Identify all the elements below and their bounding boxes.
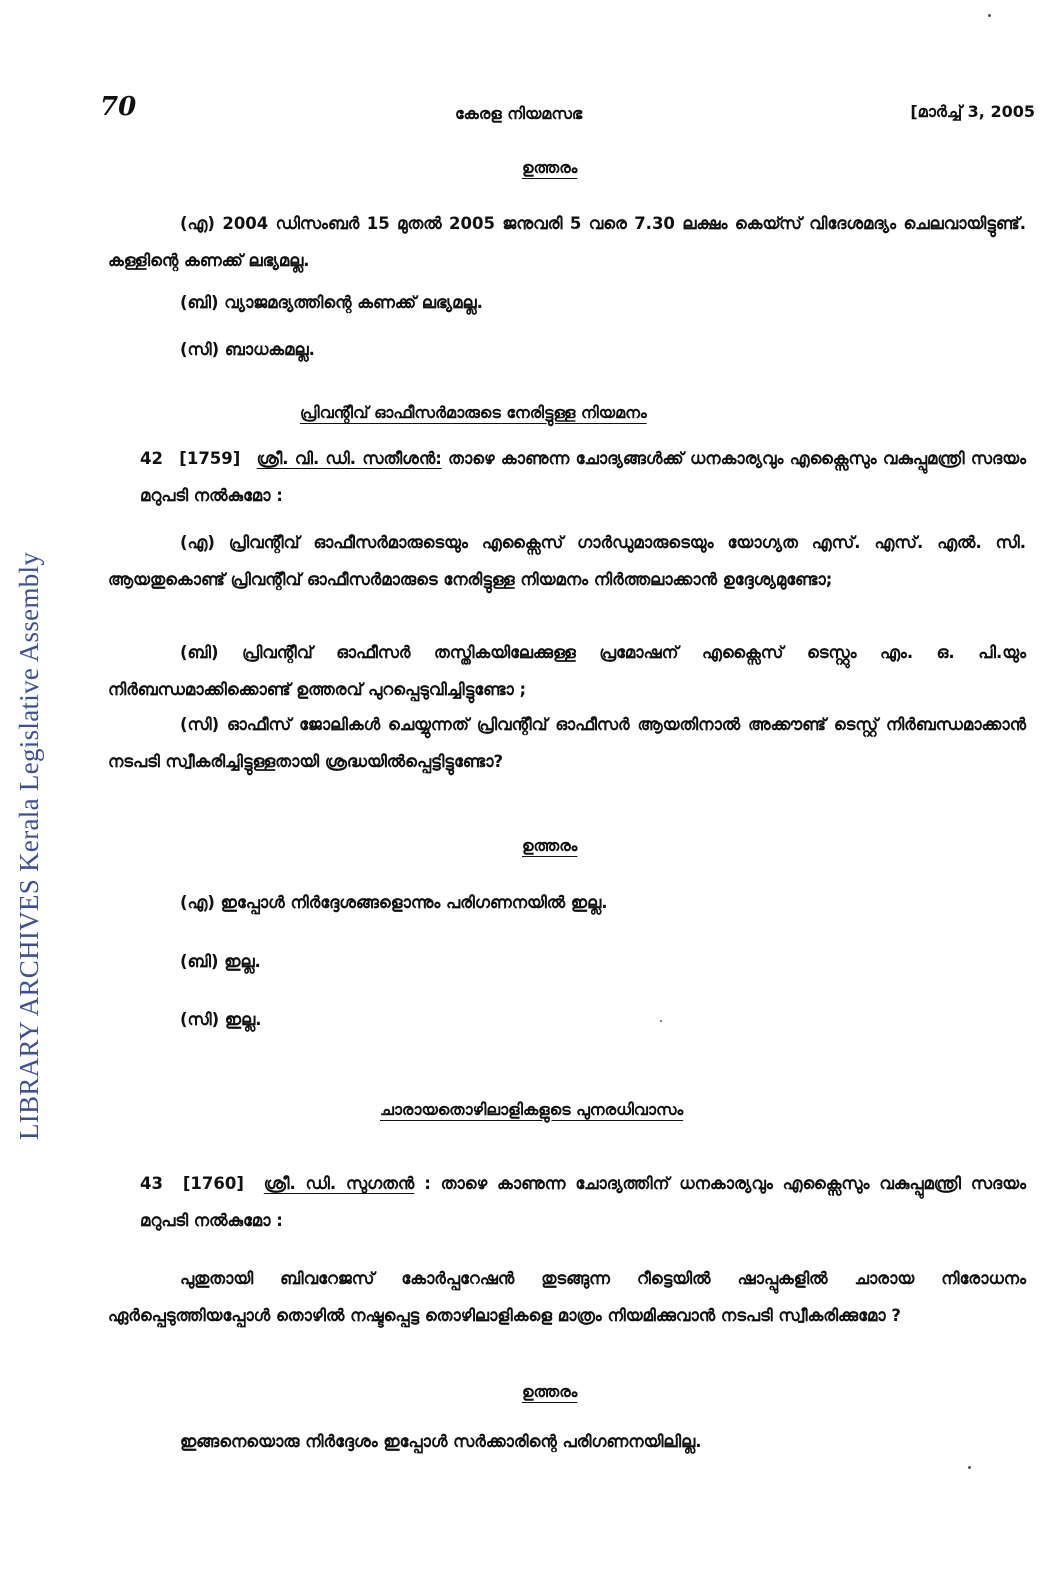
answer-b: (ബി) വ്യാജമദ്യത്തിന്റെ കണക്ക് ലഭ്യമല്ല.	[180, 293, 483, 312]
page-number: 70	[100, 92, 137, 122]
question-42-b: (ബി) പ്രിവന്റീവ് ഓഫീസർ തസ്തികയിലേക്കുള്ള പ്രമോഷന് എക്സൈസ് ടെസ്റ്റും എം. ഒ. പി.യും നിർബന്ധമാക്കിക്കൊണ്ട് ഉത്തരവ് പുറപ്പെടുവിച്ചിട്ടുണ്ടോ ;	[108, 643, 1026, 699]
answer-42-b: (ബി) ഇല്ല.	[180, 952, 261, 971]
answer-heading: ഉത്തരം	[522, 836, 578, 855]
member-name: ശ്രീ. വി. ഡി. സതീശൻ:	[256, 449, 442, 468]
question-intro-text: : താഴെ കാണുന്ന ചോദ്യത്തിന് ധനകാര്യവും എക്സൈസും വകുപ്പുമന്ത്രി സദയം മറുപടി നൽകുമോ :	[140, 1174, 1027, 1230]
scan-speck	[988, 14, 991, 17]
question-id: [1759]	[179, 449, 241, 468]
question-43-intro	[140, 1165, 1026, 1239]
scan-speck	[660, 1020, 662, 1022]
answer-43: ഇങ്ങനെയൊരു നിർദ്ദേശം ഇപ്പോൾ സർക്കാരിന്റെ പരിഗണനയിലില്ല.	[180, 1432, 702, 1451]
question-42-a: (എ) പ്രിവന്റീവ് ഓഫീസർമാരുടെയും എക്സൈസ് ഗാർഡുമാരുടെയും യോഗ്യത എസ്. എസ്. എൽ. സി. ആയതുകൊണ്ട് പ്രിവന്റീവ് ഓഫീസർമാരുടെ നേരിട്ടുള്ള നിയമനം നിർത്തലാക്കാൻ ഉദ്ദേശ്യമുണ്ടോ;	[108, 533, 1026, 589]
section-heading: ചാരായതൊഴിലാളികളുടെ പുനരധിവാസം	[380, 1100, 684, 1119]
section-heading: പ്രിവന്റീവ് ഓഫീസർമാരുടെ നേരിട്ടുള്ള നിയമനം	[300, 403, 647, 422]
answer-42-c: (സി) ഇല്ല.	[180, 1010, 262, 1029]
header-date: [മാർച്ച് 3, 2005	[910, 102, 1035, 121]
answer-42-a: (എ) ഇപ്പോൾ നിർദ്ദേശങ്ങളൊന്നും പരിഗണനയിൽ ഇല്ല.	[180, 893, 608, 912]
question-id: [1760]	[182, 1174, 244, 1193]
scan-speck	[968, 1466, 971, 1469]
answer-a: (എ) 2004 ഡിസംബർ 15 മുതൽ 2005 ജനുവരി 5 വരെ 7.30 ലക്ഷം കെയ്സ് വിദേശമദ്യം ചെലവായിട്ടുണ്ട്. കള്ളിന്റെ കണക്ക് ലഭ്യമല്ല.	[108, 214, 1026, 270]
question-intro-text: താഴെ കാണുന്ന ചോദ്യങ്ങൾക്ക് ധനകാര്യവും എക്സൈസും വകുപ്പുമന്ത്രി സദയം മറുപടി നൽകുമോ :	[140, 449, 1026, 505]
archive-watermark: LIBRARY ARCHIVES Kerala Legislative Assembly	[14, 551, 44, 1140]
page-header	[100, 92, 1035, 136]
question-43-text: പുതുതായി ബിവറേജസ് കോർപ്പറേഷൻ തുടങ്ങുന്ന റീട്ടെയിൽ ഷാപ്പുകളിൽ ചാരായ നിരോധനം ഏർപ്പെടുത്തിയപ്പോൾ തൊഴിൽ നഷ്ടപ്പെട്ട തൊഴിലാളികളെ മാത്രം നിയമിക്കുവാൻ നടപടി സ്വീകരിക്കുമോ ?	[108, 1269, 1026, 1325]
answer-c: (സി) ബാധകമല്ല.	[180, 340, 315, 359]
answer-heading: ഉത്തരം	[522, 158, 578, 177]
question-number: 42	[140, 449, 163, 468]
header-title: കേരള നിയമസഭ	[455, 104, 583, 123]
question-number: 43	[140, 1174, 163, 1193]
member-name: ശ്രീ. ഡി. സുഗതൻ	[263, 1174, 415, 1193]
question-42-c: (സി) ഓഫീസ് ജോലികൾ ചെയ്യുന്നത് പ്രിവന്റീവ് ഓഫീസർ ആയതിനാൽ അക്കൗണ്ട് ടെസ്റ്റ് നിർബന്ധമാക്കാൻ നടപടി സ്വീകരിച്ചിട്ടുള്ളതായി ശ്രദ്ധയിൽപ്പെട്ടിട്ടുണ്ടോ?	[108, 715, 1026, 771]
question-42-intro	[140, 440, 1026, 514]
answer-heading: ഉത്തരം	[522, 1382, 578, 1401]
